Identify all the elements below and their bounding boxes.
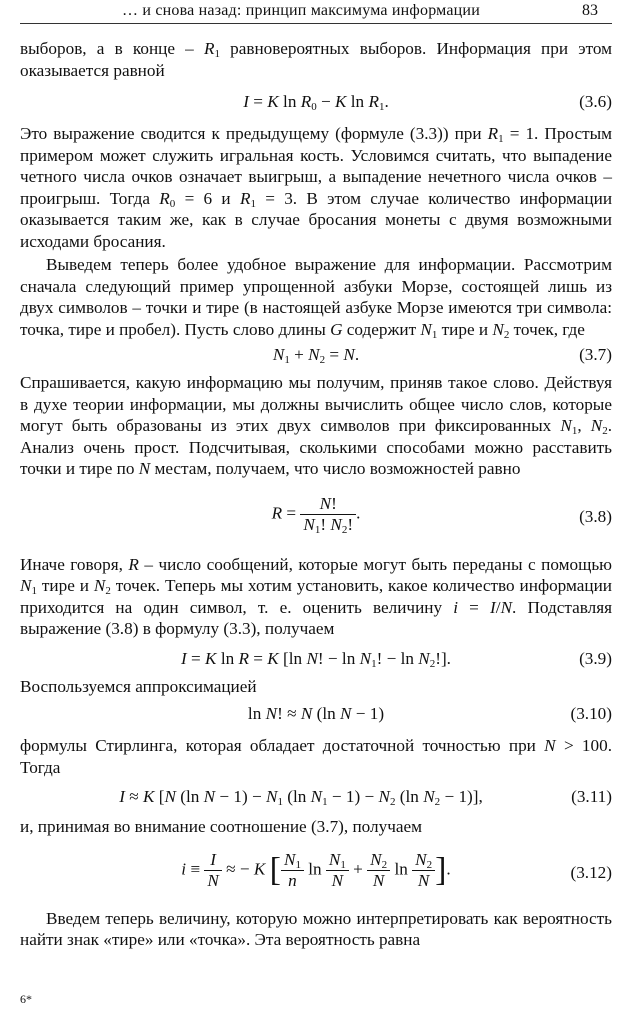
paragraph-8: и, принимая во внимание соотношение (3.7), получаем (20, 817, 422, 836)
equation-number: (3.7) (579, 345, 612, 364)
running-head: … и снова назад: принцип максимума информации (122, 2, 480, 19)
equation-number: (3.11) (571, 787, 612, 806)
equation-3-9: I = K ln R = K [ln N! − $\ln N_1$! − $\ln N_2$!]. (3.9) (181, 648, 612, 670)
signature-mark: 6* (20, 992, 32, 1006)
header-rule (20, 23, 612, 24)
paragraph-5: Иначе говоря, R – число сообщений, которые могут быть переданы с помощью $N_1$ тире и $N_2$ точек. Теперь мы хотим установить, какое количество информации приходится на один символ, т. е. оценить величину i = I/N. Подставляя выражение (3.8) в формулу (3.3), получаем (20, 554, 613, 638)
paragraph-3: Выведем теперь более удобное выражение для информации. Рассмотрим сначала следующий пример упрощенной азбуки Морзе, состоящей лишь из двух символов – точки и тире (в настоящей азбуке Морзе имеются три символа: точка, тире и пробел). Пусть слово длины G содержит $N_1$ тире и $N_2$ точек, где (20, 255, 612, 341)
equation-number: (3.10) (570, 704, 612, 723)
paragraph-1: выборов, а в конце – $R_1$ равновероятных выборов. Информация при этом оказывается равной (20, 39, 613, 80)
equation-number: (3.8) (579, 506, 612, 526)
page-number: 83 (582, 2, 598, 19)
equation-3-7: $N_1 + N_2 = N$. (3.7) (272, 345, 612, 366)
paragraph-6: Воспользуемся аппроксимацией (20, 676, 257, 696)
equation-3-6: I = K $\ln R_0 - K$ $\ln R_1$. (3.6) (243, 92, 612, 113)
equation-3-8: R = $\frac{N!}{N_1! N_2!}$ . (3.8) (271, 493, 612, 536)
equation-3-10: ln N! ≈ N (ln N − 1) (3.10) (247, 704, 612, 723)
paragraph-9: Введем теперь величину, которую можно интерпретировать как вероятность найти знак «тире» или «точка». Эта вероятность равна (20, 908, 612, 949)
equation-number: (3.6) (579, 92, 612, 111)
paragraph-2: Это выражение сводится к предыдущему (формуле (3.3)) при $R_1 = 1$. Простым примером может служить игральная кость. Условимся считать, что выпадение четного числа очков означает выигрыш, а выпадение нечетного числа очков – проигрыш. Тогда $R_0 = 6$ и $R_1 = 3$. В этом случае количество информации оказывается таким же, как в случае бросания монеты с двумя возможными исходами бросания. (20, 124, 613, 251)
equation-3-12: i ≡ $\frac{I}{N}$ ≈ − K [ $\frac{N_1}{n}$ ln $\frac{N_1}{N}$ + $\frac{N_2}{N}$ ln $\frac{N_2}{N}$ ]. (3.12) (181, 849, 612, 890)
equation-number: (3.12) (570, 862, 612, 882)
page-body (20, 34, 612, 951)
paragraph-4: Спрашивается, какую информацию мы получим, приняв такое слово. Действуя в духе теории информации, мы должны вычислить общее число слов, которые могут быть образованы из этих двух символов при фиксированных $N_1$, $N_2$. Анализ очень прост. Подсчитывая, сколькими способами можно расставить точки и тире по N местам, получаем, что число возможностей равно (20, 373, 613, 478)
paragraph-7: формулы Стирлинга, которая обладает достаточной точностью при N > 100. Тогда (20, 736, 613, 777)
equation-3-11: I ≈ K [N (ln $N - 1) - N_1$ (ln $N_1 - 1) - N_2$ (ln $N_2 - 1$)], (3.11) (119, 787, 612, 808)
page-header (0, 2, 620, 24)
equation-number: (3.9) (579, 648, 612, 668)
